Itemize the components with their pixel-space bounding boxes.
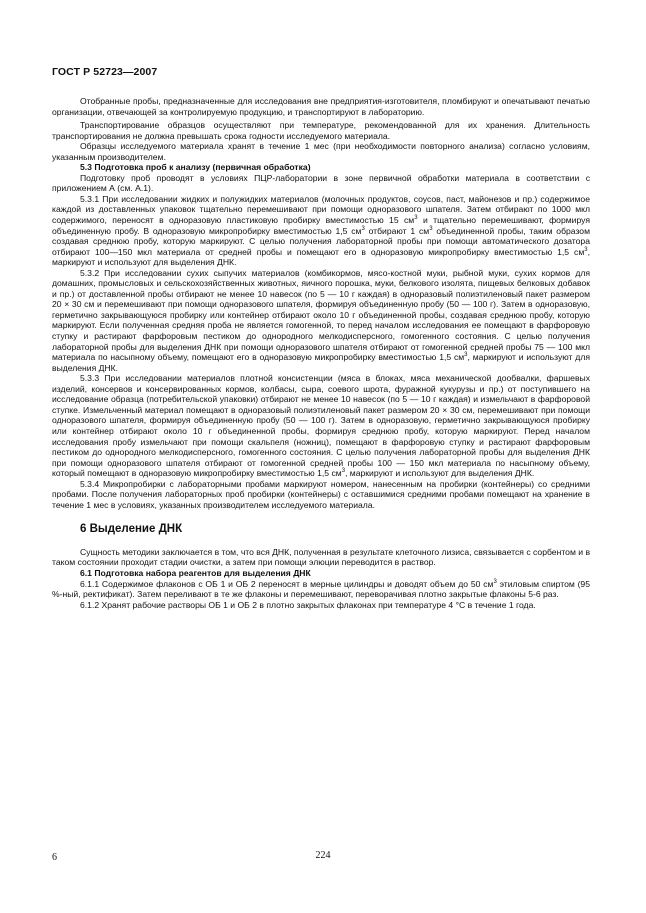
section-6-1-heading: 6.1 Подготовка набора реагентов для выделения ДНК <box>80 567 311 578</box>
paragraph-5-3-1: 5.3.1 При исследовании жидких и полужидких материалов (молочных продуктов, соусов, паст, майонезов и пр.) содержимое каждой из доставленных упаковок тщательно перемешивают при помощи одноразового шпателя. Затем отбирают по 1000 мкл содержимого, переносят в одноразовую пластиковую пробирку вместимостью 15 $см^3$ и тщательно перемешивают, формируя объединенную пробу. В одноразовую микропробирку вместимостью 1,5 $см^3$ отбирают 1 $см^3$ объединенной пробы, таким образом создавая среднюю пробу, которую маркируют. С целью получения лабораторной пробы при помощи автоматического дозатора отбирают 100—150 мкл материала от средней пробы и помещают его в одноразовую микропробирку вместимостью 1,5 $см^3$, маркируют и используют для выделения ДНК. <box>52 193 590 268</box>
page-number: 6 <box>52 852 57 863</box>
paragraph-5-3-intro: Подготовку проб проводят в условиях ПЦР-лаборатории в зоне первичной обработки материала в соответствии с приложением А (см. А.1). <box>52 172 590 194</box>
paragraph-sealing: Отобранные пробы, предназначенные для исследования вне предприятия-изготовителя, пломбируют и опечатывают печатью организации, отвечающей за контролируемую продукцию, и транспортируют в лабораторию. <box>52 96 590 117</box>
paragraph-6-1-2: 6.1.2 Хранят рабочие растворы ОБ 1 и ОБ 2 в плотно закрытых флаконах при температуре 4 °С в течение 1 года. <box>80 599 536 610</box>
section-6-heading: 6 Выделение ДНК <box>80 523 183 536</box>
paragraph-storage: Образцы исследуемого материала хранят в течение 1 мес (при необходимости повторного анализа) согласно условиям, указанным производителем. <box>52 141 590 162</box>
paragraph-6-essence: Сущность методики заключается в том, что вся ДНК, полученная в результате клеточного лизиса, связывается с сорбентом и в таком состоянии проходит стадии очистки, а затем при помощи элюции переводится в раствор. <box>52 546 591 568</box>
page-body <box>52 96 590 610</box>
document-header: ГОСТ Р 52723—2007 <box>52 66 158 78</box>
section-5-3-heading: 5.3 Подготовка проб к анализу (первичная обработка) <box>80 162 311 173</box>
paragraph-6-1-1: 6.1.1 Содержимое флаконов с ОБ 1 и ОБ 2 переносят в мерные цилиндры и доводят объем до 50 $см^3$ этиловым спиртом (95 %-ный, ректификат). Затем переливают в те же флаконы и перемешивают, переворачивая плотно закрытые флаконы 5-6 раз. <box>52 578 590 600</box>
sheet-number: 224 <box>315 850 331 861</box>
paragraph-5-3-4: 5.3.4 Микропробирки с лабораторными пробами маркируют номером, нанесенным на пробирки (контейнеры) со средними пробами. После получения лабораторных проб пробирки (контейнеры) с оставшимися средними пробами помещают на хранение в течение 1 мес в условиях, указанных производителем исследуемого материала. <box>52 478 590 510</box>
paragraph-transport: Транспортирование образцов осуществляют при температуре, рекомендованной для их хранения. Длительность транспортирования не должна превышать срока годности исследуемого материала. <box>52 120 590 141</box>
paragraph-5-3-3: 5.3.3 При исследовании материалов плотной консистенции (мяса в блоках, мяса механической дообвалки, фаршевых изделий, консервов и консервированных кормов, колбасы, сыра, соевого шрота, фуражной кукурузы и пр.) от поступившего на исследование образца (потребительской упаковки) отбирают не менее 10 навесок (по 5 — 10 г каждая) и измельчают в фарфоровой ступке. Измельченный материал помещают в одноразовый полиэтиленовый пакет размером 20 × 30 см, перемешивают при помощи одноразового шпателя, формируя объединенную пробу (50 — 100 г). Затем в одноразовую, герметично закрывающуюся пробирку или контейнер отбирают около 10 г объединенной пробы, формируя среднюю пробу, которую маркируют. Перед началом исследования пробу измельчают при помощи скальпеля (ножниц), помещают в фарфоровую ступку и растирают фарфоровым пестиком до однородного мелкодисперсного, гомогенного состояния. С целью получения лабораторной пробы для выделения ДНК при помощи одноразового шпателя отбирают от гомогенной средней пробы 100 — 150 мкл материала по насыпному объему, который помещают в одноразовую микропробирку вместимостью 1,5 $см^3$, маркируют и используют для выделения ДНК. <box>52 373 590 479</box>
paragraph-5-3-2: 5.3.2 При исследовании сухих сыпучих материалов (комбикормов, мясо-костной муки, рыбной муки, сухих кормов для домашних, промысловых и сельскохозяйственных животных, яичного порошка, муки, белкового изолята, пищевых белковых добавок и пр.) от доставленной пробы отбирают не менее 10 навесок (по 5 — 10 г каждая) в одноразовый полиэтиленовый пакет размером 20 × 30 см и перемешивают при помощи одноразового шпателя, формируя объединенную пробу (50 — 100 г). Затем в одноразовую, герметично закрывающуюся пробирку или контейнер отбирают около 10 г объединенной пробы, создавая среднюю пробу, которую маркируют. Если полученная средняя проба не является гомогенной, то перед началом исследования ее помещают в фарфоровую ступку и растирают фарфоровым пестиком до однородного мелкодисперсного, гомогенного состояния. С целью получения лабораторной пробы для выделения ДНК при помощи одноразового шпателя отбирают от гомогенной средней пробы 75 — 100 мкл материала по насыпному объему, помещают его в одноразовую микропробирку вместимостью 1,5 $см^3$, маркируют и используют для выделения ДНК. <box>52 267 590 373</box>
